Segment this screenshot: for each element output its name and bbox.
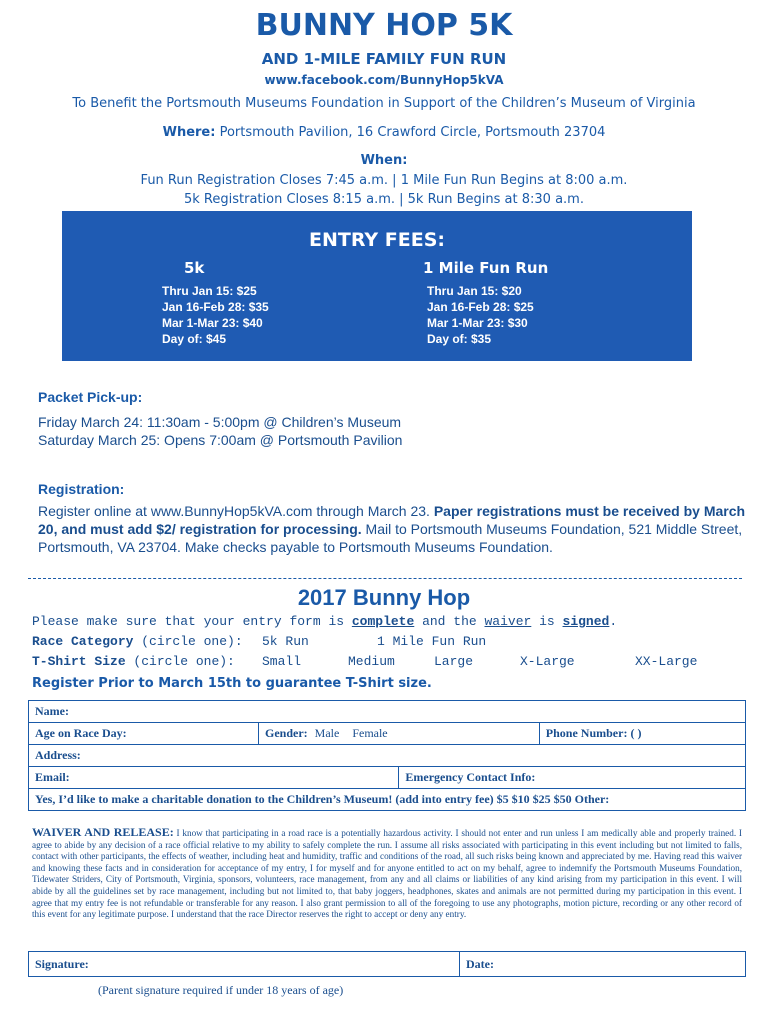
date-field[interactable]: Date: [460, 952, 746, 977]
donation-field[interactable]: Yes, I’d like to make a charitable donation to the Children’s Museum! (add into entry fee) $5 $10 $25 $50 Other: [29, 789, 746, 811]
race-option-funrun[interactable]: 1 Mile Fun Run [377, 634, 487, 649]
shirt-option-small[interactable]: Small [262, 654, 302, 669]
instr-complete: complete [351, 614, 415, 629]
when-line-2: 5k Registration Closes 8:15 a.m. | 5k Run Begins at 8:30 a.m. [184, 192, 584, 207]
parent-signature-note: (Parent signature required if under 18 years of age) [98, 983, 344, 997]
where-label: Where: [162, 125, 216, 140]
form-row-name [29, 701, 746, 723]
signature-field[interactable]: Signature: [29, 952, 460, 977]
tshirt-size-row [32, 654, 235, 669]
gender-male-option[interactable]: Male [314, 726, 340, 740]
form-row-address [29, 745, 746, 767]
fees-funrun-column [423, 259, 549, 347]
instr-text: and the [414, 614, 485, 629]
instr-text: Please make sure that your entry form is [32, 614, 352, 629]
form-title: 2017 Bunny Hop [297, 585, 471, 610]
instr-signed: signed [562, 614, 610, 629]
shirt-option-large[interactable]: Large [434, 654, 474, 669]
fee-row: Mar 1-Mar 23: $40 [162, 316, 263, 330]
waiver-release [32, 827, 742, 921]
form-row-signature [29, 952, 746, 977]
fee-row: Thru Jan 15: $20 [427, 284, 522, 298]
cut-line [28, 578, 742, 579]
email-field[interactable]: Email: [29, 767, 399, 789]
facebook-link[interactable]: www.facebook.com/BunnyHop5kVA [264, 73, 504, 87]
form-row-age [29, 723, 746, 745]
page-title: BUNNY HOP 5K [255, 8, 513, 43]
fees-5k-column [162, 259, 269, 347]
where-line [0, 125, 768, 140]
register-prior-note: Register Prior to March 15th to guarantee T-Shirt size. [32, 676, 432, 691]
fees-5k-heading: 5k [184, 259, 205, 277]
entry-fees-box [62, 211, 692, 361]
shirt-option-medium[interactable]: Medium [348, 654, 395, 669]
race-option-5k[interactable]: 5k Run [262, 634, 309, 649]
registration-text [38, 502, 748, 556]
form-row-donation [29, 789, 746, 811]
address-field[interactable]: Address: [29, 745, 746, 767]
fees-funrun-heading: 1 Mile Fun Run [423, 259, 549, 277]
when-line-1: Fun Run Registration Closes 7:45 a.m. | 1 Mile Fun Run Begins at 8:00 a.m. [140, 173, 628, 188]
race-category-label: Race Category [32, 634, 134, 649]
fee-row: Jan 16-Feb 28: $35 [162, 300, 269, 314]
name-field[interactable]: Name: [29, 701, 746, 723]
emergency-contact-field[interactable]: Emergency Contact Info: [399, 767, 746, 789]
fee-row: Mar 1-Mar 23: $30 [427, 316, 528, 330]
registration-heading: Registration: [38, 481, 125, 497]
page-subtitle: AND 1-MILE FAMILY FUN RUN [261, 50, 507, 68]
shirt-option-xlarge[interactable]: X-Large [520, 654, 575, 669]
fee-row: Day of: $35 [427, 332, 492, 346]
gender-label: Gender: [265, 726, 308, 740]
packet-line-2: Saturday March 25: Opens 7:00am @ Portsmouth Pavilion [38, 432, 403, 448]
instr-text: is [531, 614, 563, 629]
waiver-text: I know that participating in a road race is a potentially hazardous activity. I should not enter and run unless I am medically able and properly trained. I agree to abide by any decision of a race official relative to my ability to safely complete the run. I assume all risks associated with participating in this event including but not limited to falls, contact with other participants, the effects of weather, including heat and humidity, traffic and conditions of the road, all such risks being known and appreciated by me. Having read this waiver and knowing these facts and in consideration for acceptance of my entry, I for myself and for anyone entitled to act on my behalf, agree to indemnify the Portsmouth Museums Foundation, Tidewater Striders, City of Portsmouth, Virginia, sponsors, volunteers, race management, from any and all claims or liabilities of any kind arising from my participation in this event. I will abide by all the guidelines set by race management, including but not limited to, that baby joggers, headphones, skates and animals are not permitted during my participation in this event. I agree that my entry fee is not refundable or transferable for any reason. I also grant permission to all of the foregoing to use any photographs, motion picture, recording or any other record of this event for any legitimate purpose. I understand that the race Director reserves the right to accept or deny any entry. [32, 828, 742, 920]
tshirt-size-label: T-Shirt Size [32, 654, 126, 669]
fee-row: Thru Jan 15: $25 [162, 284, 257, 298]
registration-part-2: Mail to Portsmouth Museums Foundation, 521 Middle Street, Portsmouth, VA 23704. Make checks payable to Portsmouth Museums Foundation. [38, 521, 743, 555]
waiver-title: WAIVER AND RELEASE: [32, 825, 174, 839]
gender-female-option[interactable]: Female [352, 726, 388, 740]
registration-part-1: Register online at www.BunnyHop5kVA.com through March 23. [38, 503, 434, 519]
form-instructions [32, 614, 617, 629]
race-category-row [32, 634, 243, 649]
age-field[interactable]: Age on Race Day: [29, 723, 259, 745]
entry-fees-title: ENTRY FEES: [308, 229, 446, 251]
packet-line-1: Friday March 24: 11:30am - 5:00pm @ Children’s Museum [38, 414, 402, 430]
race-category-hint: (circle one): [133, 634, 243, 649]
form-row-email [29, 767, 746, 789]
phone-field[interactable]: Phone Number: ( ) [539, 723, 745, 745]
instr-text: . [609, 614, 618, 629]
registration-bold: Paper registrations must be received by March 20, and must add $2/ registration for processing. [38, 503, 746, 537]
packet-pickup-heading: Packet Pick-up: [38, 389, 143, 405]
where-value: Portsmouth Pavilion, 16 Crawford Circle, Portsmouth 23704 [215, 125, 606, 140]
instr-waiver: waiver [484, 614, 532, 629]
entry-form-table [28, 700, 746, 811]
when-label: When: [360, 153, 408, 168]
gender-field[interactable] [259, 723, 540, 745]
tshirt-size-hint: (circle one): [125, 654, 235, 669]
shirt-option-xxlarge[interactable]: XX-Large [635, 654, 698, 669]
benefit-statement: To Benefit the Portsmouth Museums Foundation in Support of the Children’s Museum of Virginia [72, 96, 696, 111]
signature-table [28, 951, 746, 977]
fee-row: Day of: $45 [162, 332, 227, 346]
fee-row: Jan 16-Feb 28: $25 [427, 300, 534, 314]
